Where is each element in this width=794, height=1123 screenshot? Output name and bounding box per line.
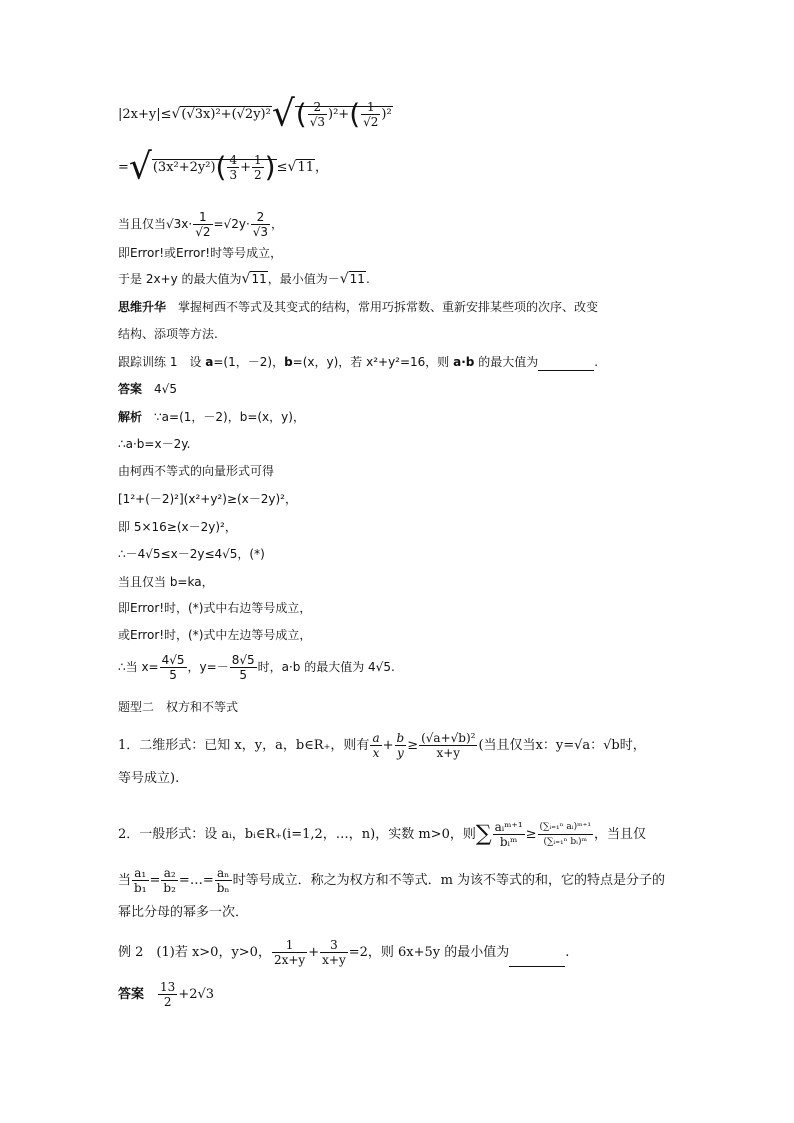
text: . [365, 272, 370, 286]
fraction [158, 980, 177, 1009]
text-line [118, 866, 665, 895]
text: a·b [453, 355, 475, 369]
denominator: 5 [230, 667, 257, 682]
fraction [230, 653, 257, 682]
fraction [493, 820, 525, 849]
answer-value: 4√5 [154, 382, 177, 396]
text-line: 即 5×16≥(x－2y)²， [118, 520, 237, 534]
denominator: 2 [254, 168, 262, 182]
answer-blank [509, 953, 565, 967]
text: )² [260, 107, 271, 122]
text: = [118, 160, 129, 175]
text-line: 当且仅当 b=ka， [118, 575, 214, 589]
sqrt-symbol: √ [171, 106, 181, 122]
text-line: 即Error!时，(*)式中右边等号成立， [118, 601, 312, 615]
text: 于是 2x+y 的最大值为 [118, 272, 242, 286]
numerator: (√a+√b)² [421, 731, 476, 745]
denominator: x+y [419, 745, 477, 760]
fraction [227, 153, 239, 182]
analysis-line [118, 408, 305, 426]
section-label: 思维升华 [118, 300, 167, 314]
text: ≥ [525, 827, 537, 842]
denominator: √2 [363, 115, 379, 129]
text-line [118, 298, 598, 316]
text: )²+ [328, 107, 350, 122]
text: (当且仅当x：y=√a：√b时， [478, 738, 646, 753]
text: ≥ [407, 738, 419, 753]
numerator: 4 [229, 153, 238, 167]
text: + [382, 738, 394, 753]
radicand [180, 106, 271, 122]
numerator: 1 [254, 153, 262, 167]
text: 的最大值为 [474, 355, 539, 369]
analysis-label: 解析 [118, 410, 143, 424]
text: (3x²+2y²) [152, 160, 216, 175]
denominator: √2 [195, 225, 211, 239]
text: =2，则 6x+5y 的最小值为 [348, 945, 510, 960]
numerator: 2 [256, 210, 265, 224]
answer-value: +2√3 [178, 987, 215, 1002]
fraction [395, 731, 407, 760]
text: + [308, 945, 320, 960]
denominator: (∑ᵢ₌₁ⁿ bᵢ)ᵐ [538, 834, 593, 849]
text: )² [381, 107, 392, 122]
answer-line [118, 380, 177, 398]
fraction [160, 653, 187, 682]
text: = [149, 873, 161, 888]
numerator: aᵢᵐ⁺¹ [494, 820, 523, 834]
example-line [118, 938, 569, 967]
fraction [320, 938, 348, 967]
text: √2y [236, 107, 261, 122]
text: =(1，－2)， [213, 355, 285, 369]
radicand [152, 150, 277, 184]
denominator: b₂ [163, 881, 176, 895]
text-line [118, 653, 395, 682]
text-line: 幂比分母的幂多一次． [118, 905, 249, 920]
text: ( [181, 107, 187, 122]
fraction [361, 100, 380, 129]
sqrt-symbol: √ [128, 146, 152, 188]
text: =…= [178, 873, 214, 888]
denominator: 3 [229, 168, 238, 182]
paren: ( [215, 150, 227, 184]
fraction [370, 731, 381, 760]
text: ，y=－ [187, 660, 229, 674]
numerator: 4√5 [161, 653, 185, 667]
fraction [251, 210, 270, 239]
exercise-line [118, 353, 598, 371]
text-line [118, 270, 370, 288]
sqrt-symbol: √ [271, 93, 295, 135]
denominator: x+y [322, 953, 346, 967]
numerator: a [372, 731, 380, 745]
text-line: 即Error!或Error!时等号成立， [118, 246, 283, 260]
fraction [419, 731, 477, 760]
numerator: 1 [285, 938, 294, 952]
fraction [132, 866, 149, 895]
text: ，最小值为－ [267, 272, 340, 286]
numerator: (∑ᵢ₌₁ⁿ aᵢ)ᵐ⁺¹ [539, 822, 591, 832]
numerator: 1 [199, 210, 207, 224]
text: 时等号成立．称之为权方和不等式．m 为该不等式的和，它的特点是分子的 [232, 873, 666, 888]
denominator: y [395, 745, 407, 760]
radicand: 11 [297, 160, 314, 175]
answer-line [118, 980, 214, 1009]
radicand [295, 97, 393, 131]
fraction [308, 100, 327, 129]
text-line: 等号成立). [118, 771, 180, 786]
text-line: 结构、添项等方法. [118, 327, 218, 341]
text-line: 或Error!时，(*)式中左边等号成立， [118, 628, 312, 642]
numerator: 2 [313, 100, 322, 114]
text: 当且仅当 [118, 217, 167, 231]
text: ≤ [276, 160, 288, 175]
numerator: b [396, 731, 405, 745]
numerator: a₁ [134, 866, 147, 880]
text: 当 [118, 873, 132, 888]
text-line [118, 731, 646, 760]
answer-blank [538, 357, 594, 371]
numerator: 1 [366, 100, 375, 114]
sqrt-symbol: √ [287, 159, 297, 175]
fraction [272, 938, 307, 967]
fraction [161, 866, 178, 895]
text: ，当且仅 [593, 827, 646, 842]
text: . [594, 355, 599, 369]
text: ， [271, 217, 284, 231]
answer-label: 答案 [118, 382, 143, 396]
condition-line [118, 210, 283, 239]
denominator: 5 [160, 667, 187, 682]
paren: ) [264, 150, 276, 184]
text: 2．一般形式：设 aᵢ，bᵢ∈R₊(i=1,2，…，n)，实数 m>0，则 [118, 827, 476, 842]
fraction [193, 210, 212, 239]
sum-symbol: ∑ [475, 821, 492, 847]
denominator: 2x+y [273, 953, 306, 967]
text: √3x [186, 107, 211, 122]
fraction [252, 153, 264, 182]
text: + [240, 160, 252, 175]
numerator: aₙ [216, 866, 230, 880]
text: 1．二维形式：已知 x，y，a，b∈R₊，则有 [118, 738, 370, 753]
denominator: √3 [252, 225, 269, 239]
text: √3x· [166, 217, 193, 231]
fraction [538, 820, 593, 849]
radicand: 11 [349, 272, 365, 286]
paren: ( [349, 97, 361, 131]
text: 例 2 (1)若 x>0，y>0， [118, 945, 271, 960]
text: 掌握柯西不等式及其变式的结构，常用巧拆常数、重新安排某些项的次序、改变 [178, 300, 599, 314]
denominator: bᵢᵐ [493, 834, 525, 849]
text-line: ∴a·b=x－2y. [118, 437, 191, 451]
denominator: √3 [309, 115, 326, 129]
denominator: x [370, 745, 381, 760]
radicand: 11 [251, 272, 267, 286]
numerator: 8√5 [231, 653, 255, 667]
denominator: 2 [158, 994, 177, 1009]
text: ， [314, 160, 328, 175]
numerator: 3 [330, 938, 338, 952]
text-line: ∴－4√5≤x－2y≤4√5，(*) [118, 547, 265, 561]
numerator: 13 [160, 980, 176, 994]
text-line: 由柯西不等式的向量形式可得 [118, 464, 275, 478]
formula-line-1 [118, 93, 393, 135]
paren: ( [295, 97, 307, 131]
numerator: a₂ [163, 866, 176, 880]
answer-label: 答案 [118, 987, 145, 1002]
section-heading: 题型二 权方和不等式 [118, 700, 239, 714]
sqrt-symbol: √ [241, 271, 251, 287]
text-line: [1²+(－2)²](x²+y²)≥(x－2y)²， [118, 492, 297, 506]
text: ∵a=(1，－2)，b=(x，y)， [154, 410, 305, 424]
text: ∴当 x= [118, 660, 159, 674]
denominator: b₁ [134, 881, 147, 895]
text: =√2y· [213, 217, 250, 231]
text-line [118, 820, 646, 849]
text: )²+( [210, 107, 237, 122]
text: |2x+y|≤ [118, 107, 172, 122]
text: b [284, 355, 293, 369]
text: a [205, 355, 214, 369]
text: 跟踪训练 1 设 [118, 355, 206, 369]
denominator: bₙ [216, 881, 230, 895]
formula-line-2 [118, 146, 328, 188]
text: =(x，y)，若 x²+y²=16，则 [292, 355, 454, 369]
fraction [215, 866, 232, 895]
sqrt-symbol: √ [339, 271, 349, 287]
text: . [565, 945, 570, 960]
text: 时，a·b 的最大值为 4√5. [257, 660, 395, 674]
